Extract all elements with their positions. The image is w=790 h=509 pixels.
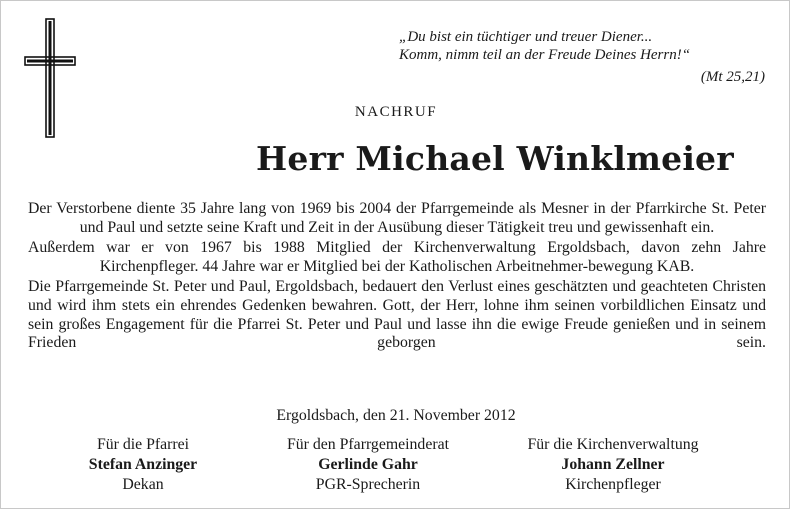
signature-name: Gerlinde Gahr xyxy=(318,456,418,473)
signature-role: Dekan xyxy=(122,476,164,493)
signature-for: Für die Kirchenverwaltung xyxy=(527,436,699,453)
quote-reference: (Mt 25,21) xyxy=(700,69,765,85)
obituary-text xyxy=(28,200,766,355)
signature-block xyxy=(498,435,728,495)
signature-for: Für den Pfarrgemeinderat xyxy=(286,436,449,453)
notice-heading: NACHRUF xyxy=(354,104,438,120)
bible-quote xyxy=(399,28,769,86)
quote-line-2: Komm, nimm teil an der Freude Deines Herrn!“ xyxy=(399,47,691,63)
signature-name: Johann Zellner xyxy=(561,456,665,473)
signature-role: Kirchenpfleger xyxy=(565,476,661,493)
dateline: Ergoldsbach, den 21. November 2012 xyxy=(276,407,516,424)
signature-block xyxy=(58,435,228,495)
paragraph: Außerdem war er von 1967 bis 1988 Mitglied der Kirchenverwaltung Ergoldsbach, davon zehn Jahre Kirchenpfleger. 44 Jahre war er Mitglied bei der Katholischen Arbeitnehmer-bewegung KAB. xyxy=(28,239,766,275)
quote-line-1: „Du bist ein tüchtiger und treuer Diener... xyxy=(399,29,653,45)
paragraph: Der Verstorbene diente 35 Jahre lang von 1969 bis 2004 der Pfarrgemeinde als Mesner in der Pfarrkirche St. Peter und Paul und setzte seine Kraft und Zeit in der Ausübung dieser Tätigkeit treu und gewissenhaft ein. xyxy=(28,200,766,236)
signature-role: PGR-Sprecherin xyxy=(315,476,421,493)
paragraph: Die Pfarrgemeinde St. Peter und Paul, Ergoldsbach, bedauert den Verlust eines geschätzten und geachteten Christen und wird ihm stets ein ehrendes Gedenken bewahren. Gott, der Herr, lohne ihm seinen vorbildlichen Einsatz und sein großes Engagement für die Pfarrei St. Peter und Paul und lasse ihn die ewige Freude genießen und in seinem Frieden geborgen sein. xyxy=(28,278,766,352)
deceased-name: Herr Michael Winklmeier xyxy=(256,139,734,178)
signature-for: Für die Pfarrei xyxy=(96,436,190,453)
signature-block xyxy=(248,435,488,495)
signature-name: Stefan Anzinger xyxy=(88,456,198,473)
